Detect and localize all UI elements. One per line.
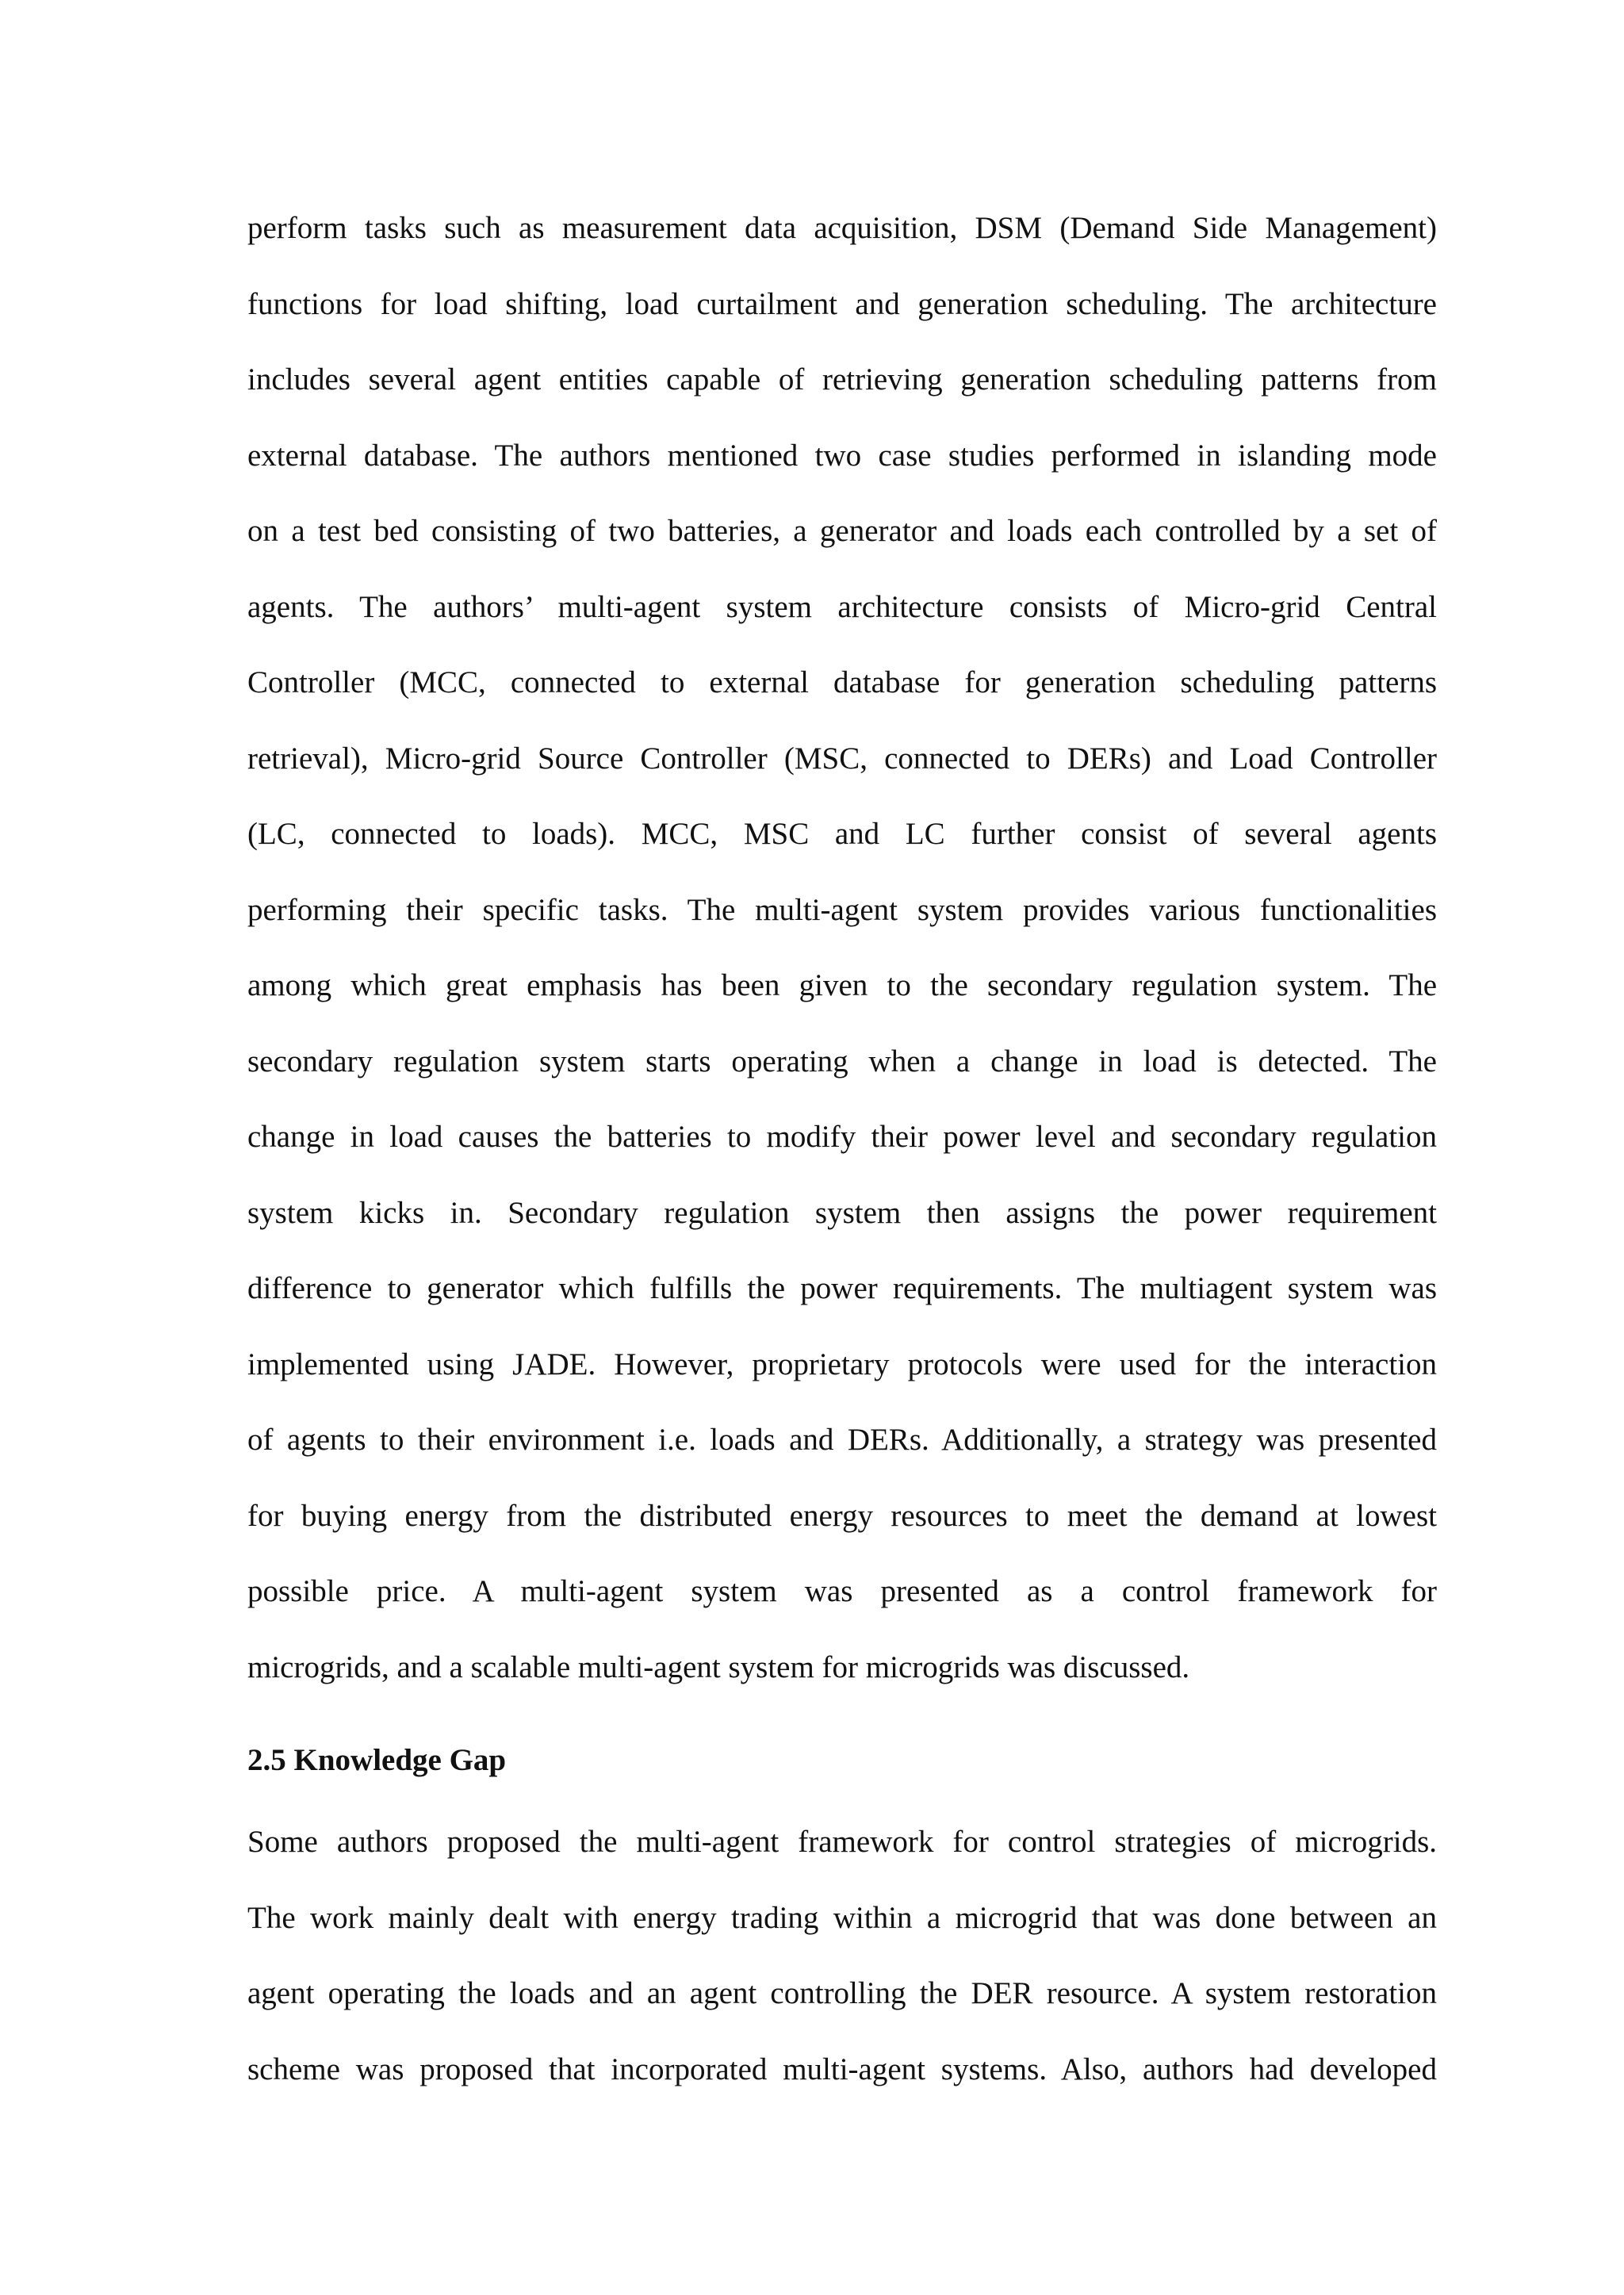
text-line: retrieval), Micro-grid Source Controller (MSC, connected to DERs) and Load Controller: [247, 741, 1437, 776]
text-line: microgrids, and a scalable multi-agent system for microgrids was discussed.: [247, 1649, 1190, 1684]
text-line: system kicks in. Secondary regulation system then assigns the power requirement: [247, 1195, 1437, 1230]
text-line: includes several agent entities capable of retrieving generation scheduling patterns from: [247, 362, 1437, 397]
text-line: perform tasks such as measurement data acquisition, DSM (Demand Side Management): [247, 211, 1437, 245]
text-line: on a test bed consisting of two batteries, a generator and loads each controlled by a set of: [247, 514, 1437, 548]
body-paragraph: [247, 190, 1437, 1705]
text-line: difference to generator which fulfills the power requirements. The multiagent system was: [247, 1271, 1437, 1305]
text-line: performing their specific tasks. The multi-agent system provides various functionalities: [247, 892, 1437, 927]
text-line: (LC, connected to loads). MCC, MSC and LC further consist of several agents: [247, 817, 1437, 851]
section-heading: 2.5 Knowledge Gap: [247, 1743, 507, 1777]
text-line: among which great emphasis has been given to the secondary regulation system. The: [247, 968, 1437, 1002]
text-line: secondary regulation system starts operating when a change in load is detected. The: [247, 1044, 1437, 1079]
text-line: functions for load shifting, load curtailment and generation scheduling. The architecture: [247, 286, 1437, 321]
text-line: agents. The authors’ multi-agent system architecture consists of Micro-grid Central: [247, 589, 1437, 624]
text-line: for buying energy from the distributed energy resources to meet the demand at lowest: [247, 1498, 1437, 1533]
text-line: The work mainly dealt with energy trading within a microgrid that was done between an: [247, 1900, 1437, 1935]
text-line: Some authors proposed the multi-agent framework for control strategies of microgrids.: [247, 1825, 1437, 1859]
text-line: change in load causes the batteries to modify their power level and secondary regulation: [247, 1120, 1437, 1154]
section-heading-block: [247, 1737, 1437, 1784]
text-line: Controller (MCC, connected to external database for generation scheduling patterns: [247, 665, 1437, 699]
text-line: of agents to their environment i.e. loads and DERs. Additionally, a strategy was presented: [247, 1423, 1437, 1457]
body-paragraph: [247, 1804, 1437, 2107]
text-line: agent operating the loads and an agent controlling the DER resource. A system restoration: [247, 1976, 1437, 2010]
text-line: implemented using JADE. However, proprietary protocols were used for the interaction: [247, 1347, 1437, 1381]
text-line: possible price. A multi-agent system was presented as a control framework for: [247, 1574, 1437, 1608]
text-line: scheme was proposed that incorporated multi-agent systems. Also, authors had developed: [247, 2052, 1437, 2086]
text-line: external database. The authors mentioned two case studies performed in islanding mode: [247, 438, 1437, 473]
